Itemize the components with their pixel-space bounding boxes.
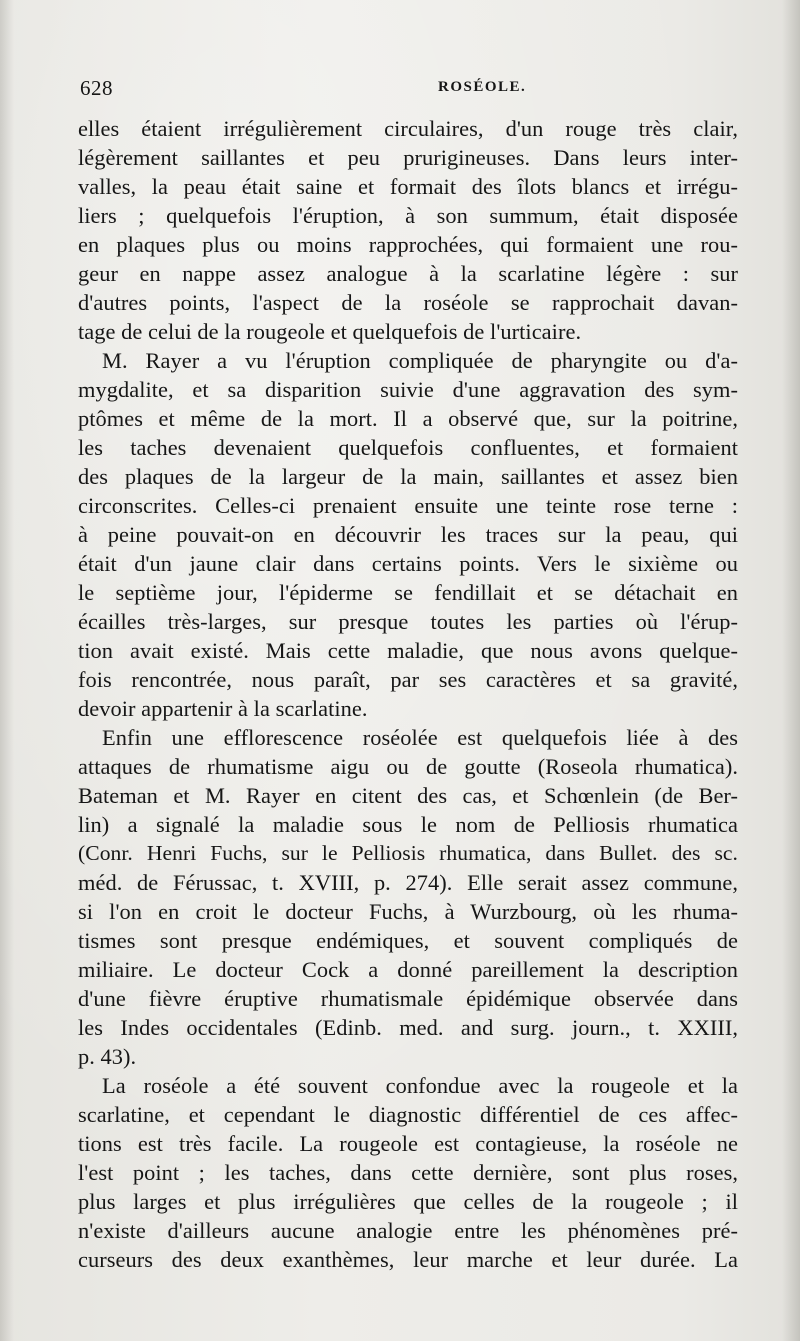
text-line: La roséole a été souvent confondue avec la rougeole et la [102, 1073, 738, 1098]
text-line: tage de celui de la rougeole et quelquefois de l'urticaire. [78, 319, 582, 344]
running-title: ROSÉOLE. [438, 79, 527, 95]
page-shadow-right [782, 0, 800, 1341]
text-line: les Indes occidentales (Edinb. med. and surg. journ., t. XXIII, [78, 1015, 738, 1040]
text-line: légèrement saillantes et peu prurigineuses. Dans leurs inter- [78, 145, 738, 170]
text-line: tismes sont presque endémiques, et souvent compliqués de [78, 928, 738, 953]
text-line: Enfin une efflorescence roséolée est quelquefois liée à des [102, 725, 738, 750]
text-line: attaques de rhumatisme aigu ou de goutte (Roseola rhumatica). [78, 754, 738, 779]
text-line: curseurs des deux exanthèmes, leur marche et leur durée. La [78, 1247, 738, 1272]
text-line: ptômes et même de la mort. Il a observé que, sur la poitrine, [78, 406, 738, 431]
page-number: 628 [80, 76, 113, 100]
text-line: plus larges et plus irrégulières que celles de la rougeole ; il [78, 1189, 738, 1214]
text-line: à peine pouvait-on en découvrir les traces sur la peau, qui [78, 522, 738, 547]
page-shadow-left [0, 0, 14, 1341]
text-line: geur en nappe assez analogue à la scarlatine légère : sur [78, 261, 738, 286]
text-line: liers ; quelquefois l'éruption, à son summum, était disposée [78, 203, 738, 228]
text-line: devoir appartenir à la scarlatine. [78, 696, 368, 721]
text-line: valles, la peau était saine et formait des îlots blancs et irrégu- [78, 174, 738, 199]
page-header [80, 76, 740, 106]
text-line: des plaques de la largeur de la main, saillantes et assez bien [78, 464, 738, 489]
text-line: M. Rayer a vu l'éruption compliquée de pharyngite ou d'a- [102, 348, 738, 373]
text-line: scarlatine, et cependant le diagnostic différentiel de ces affec- [78, 1102, 738, 1127]
paragraph [78, 346, 738, 723]
paragraph [78, 114, 738, 346]
paragraph [78, 723, 738, 1071]
body-text [78, 114, 738, 1274]
text-line: d'une fièvre éruptive rhumatismale épidémique observée dans [78, 986, 738, 1011]
text-line: tions est très facile. La rougeole est contagieuse, la roséole ne [78, 1131, 738, 1156]
text-line: lin) a signalé la maladie sous le nom de Pelliosis rhumatica [78, 812, 738, 837]
text-line: le septième jour, l'épiderme se fendillait et se détachait en [78, 580, 738, 605]
text-line: mygdalite, et sa disparition suivie d'une aggravation des sym- [78, 377, 738, 402]
text-line: était d'un jaune clair dans certains points. Vers le sixième ou [78, 551, 738, 576]
text-line: (Conr. Henri Fuchs, sur le Pelliosis rhumatica, dans Bullet. des sc. [78, 841, 738, 865]
text-line: miliaire. Le docteur Cock a donné pareillement la description [78, 957, 738, 982]
text-line: n'existe d'ailleurs aucune analogie entre les phénomènes pré- [78, 1218, 738, 1243]
text-line: fois rencontrée, nous paraît, par ses caractères et sa gravité, [78, 667, 738, 692]
text-line: écailles très-larges, sur presque toutes les parties où l'érup- [78, 609, 738, 634]
text-line: circonscrites. Celles-ci prenaient ensuite une teinte rose terne : [78, 493, 738, 518]
text-line: tion avait existé. Mais cette maladie, que nous avons quelque- [78, 638, 738, 663]
text-line: p. 43). [78, 1044, 137, 1069]
paragraph [78, 1071, 738, 1274]
text-line: l'est point ; les taches, dans cette dernière, sont plus roses, [78, 1160, 738, 1185]
text-line: les taches devenaient quelquefois confluentes, et formaient [78, 435, 738, 460]
text-line: Bateman et M. Rayer en citent des cas, et Schœnlein (de Ber- [78, 783, 738, 808]
text-line: méd. de Férussac, t. XVIII, p. 274). Elle serait assez commune, [78, 870, 738, 895]
text-line: elles étaient irrégulièrement circulaires, d'un rouge très clair, [78, 116, 738, 141]
text-line: si l'on en croit le docteur Fuchs, à Wurzbourg, où les rhuma- [78, 899, 738, 924]
text-line: en plaques plus ou moins rapprochées, qui formaient une rou- [78, 232, 738, 257]
text-line: d'autres points, l'aspect de la roséole se rapprochait davan- [78, 290, 738, 315]
